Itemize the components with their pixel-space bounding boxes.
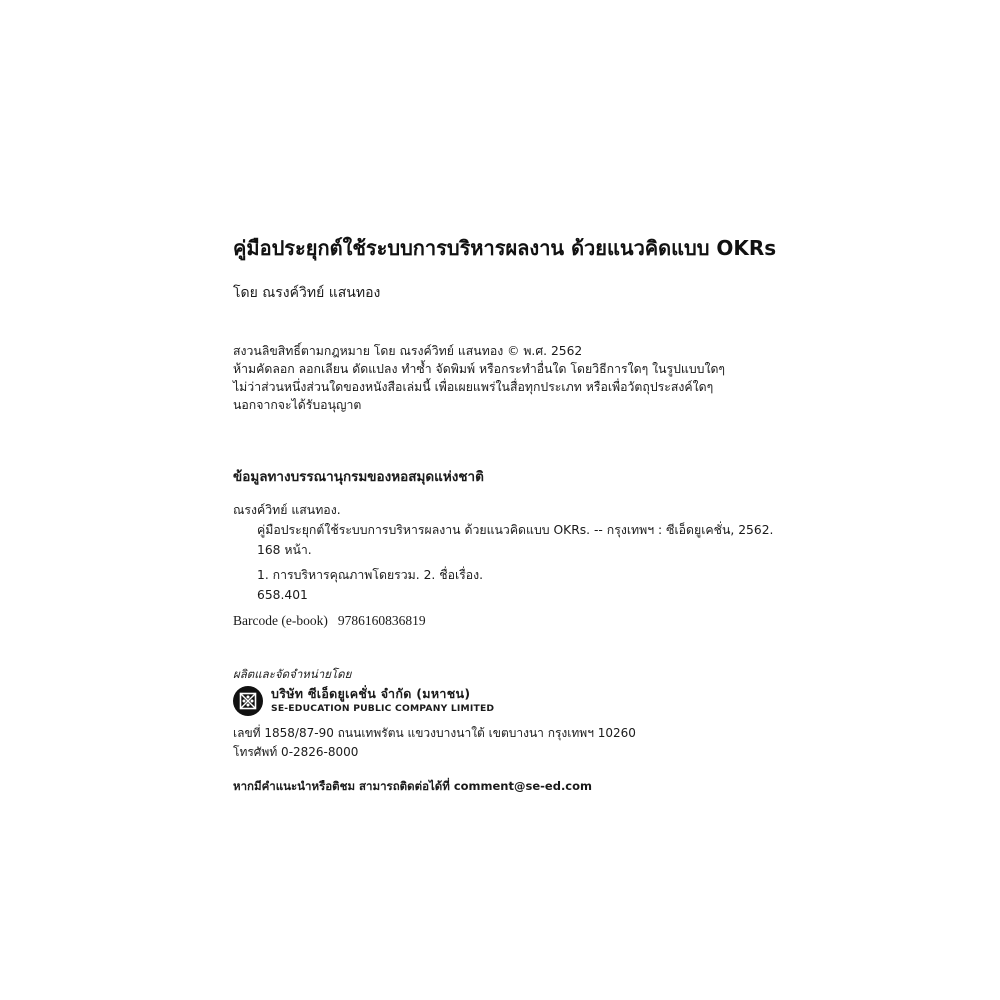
publisher-address <box>233 724 773 762</box>
publisher-name-thai: บริษัท ซีเอ็ดยูเคชั่น จำกัด (มหาชน) <box>271 686 471 701</box>
copyright-notice <box>233 342 773 414</box>
address-line: เลขที่ 1858/87-90 ถนนเทพรัตน แขวงบางนาใต้ เขตบางนา กรุงเทพฯ 10260 <box>233 726 636 740</box>
cip-heading: ข้อมูลทางบรรณานุกรมของหอสมุดแห่งชาติ <box>233 469 484 485</box>
cip-classification: 658.401 <box>257 588 308 602</box>
author-line: โดย ณรงค์วิทย์ แสนทอง <box>233 285 381 301</box>
copyright-line: ห้ามคัดลอก ลอกเลียน ดัดแปลง ทำซ้ำ จัดพิมพ์ หรือกระทำอื่นใด โดยวิธีการใดๆ ในรูปแบบใดๆ <box>233 362 726 376</box>
cip-subjects: 1. การบริหารคุณภาพโดยรวม. 2. ชื่อเรื่อง. <box>257 568 484 582</box>
feedback-contact: หากมีคำแนะนำหรือติชม สามารถติดต่อได้ที่ comment@se-ed.com <box>233 779 593 793</box>
phone-line: โทรศัพท์ 0-2826-8000 <box>233 745 359 759</box>
cip-pages: 168 หน้า. <box>257 543 312 557</box>
barcode-line <box>233 611 773 631</box>
cip-author-entry: ณรงค์วิทย์ แสนทอง. <box>233 503 341 517</box>
barcode-number: 9786160836819 <box>337 613 426 628</box>
se-ed-logo-icon <box>233 686 263 716</box>
barcode-label: Barcode (e-book) <box>233 613 328 628</box>
publisher-name-english: SE-EDUCATION PUBLIC COMPANY LIMITED <box>271 703 495 714</box>
book-title: คู่มือประยุกต์ใช้ระบบการบริหารผลงาน ด้วยแนวคิดแบบ OKRs <box>233 236 777 260</box>
distributor-label: ผลิตและจัดจำหน่ายโดย <box>233 667 352 681</box>
cip-record <box>233 500 773 605</box>
cip-title-entry: คู่มือประยุกต์ใช้ระบบการบริหารผลงาน ด้วยแนวคิดแบบ OKRs. -- กรุงเทพฯ : ซีเอ็ดยูเคชั่น, 2562. <box>257 523 774 537</box>
copyright-line: สงวนลิขสิทธิ์ตามกฎหมาย โดย ณรงค์วิทย์ แสนทอง © พ.ศ. 2562 <box>233 344 583 358</box>
publisher-block <box>233 684 773 718</box>
copyright-line: นอกจากจะได้รับอนุญาต <box>233 398 362 412</box>
copyright-line: ไม่ว่าส่วนหนึ่งส่วนใดของหนังสือเล่มนี้ เพื่อเผยแพร่ในสื่อทุกประเภท หรือเพื่อวัตถุประสงค์ใดๆ <box>233 380 714 394</box>
